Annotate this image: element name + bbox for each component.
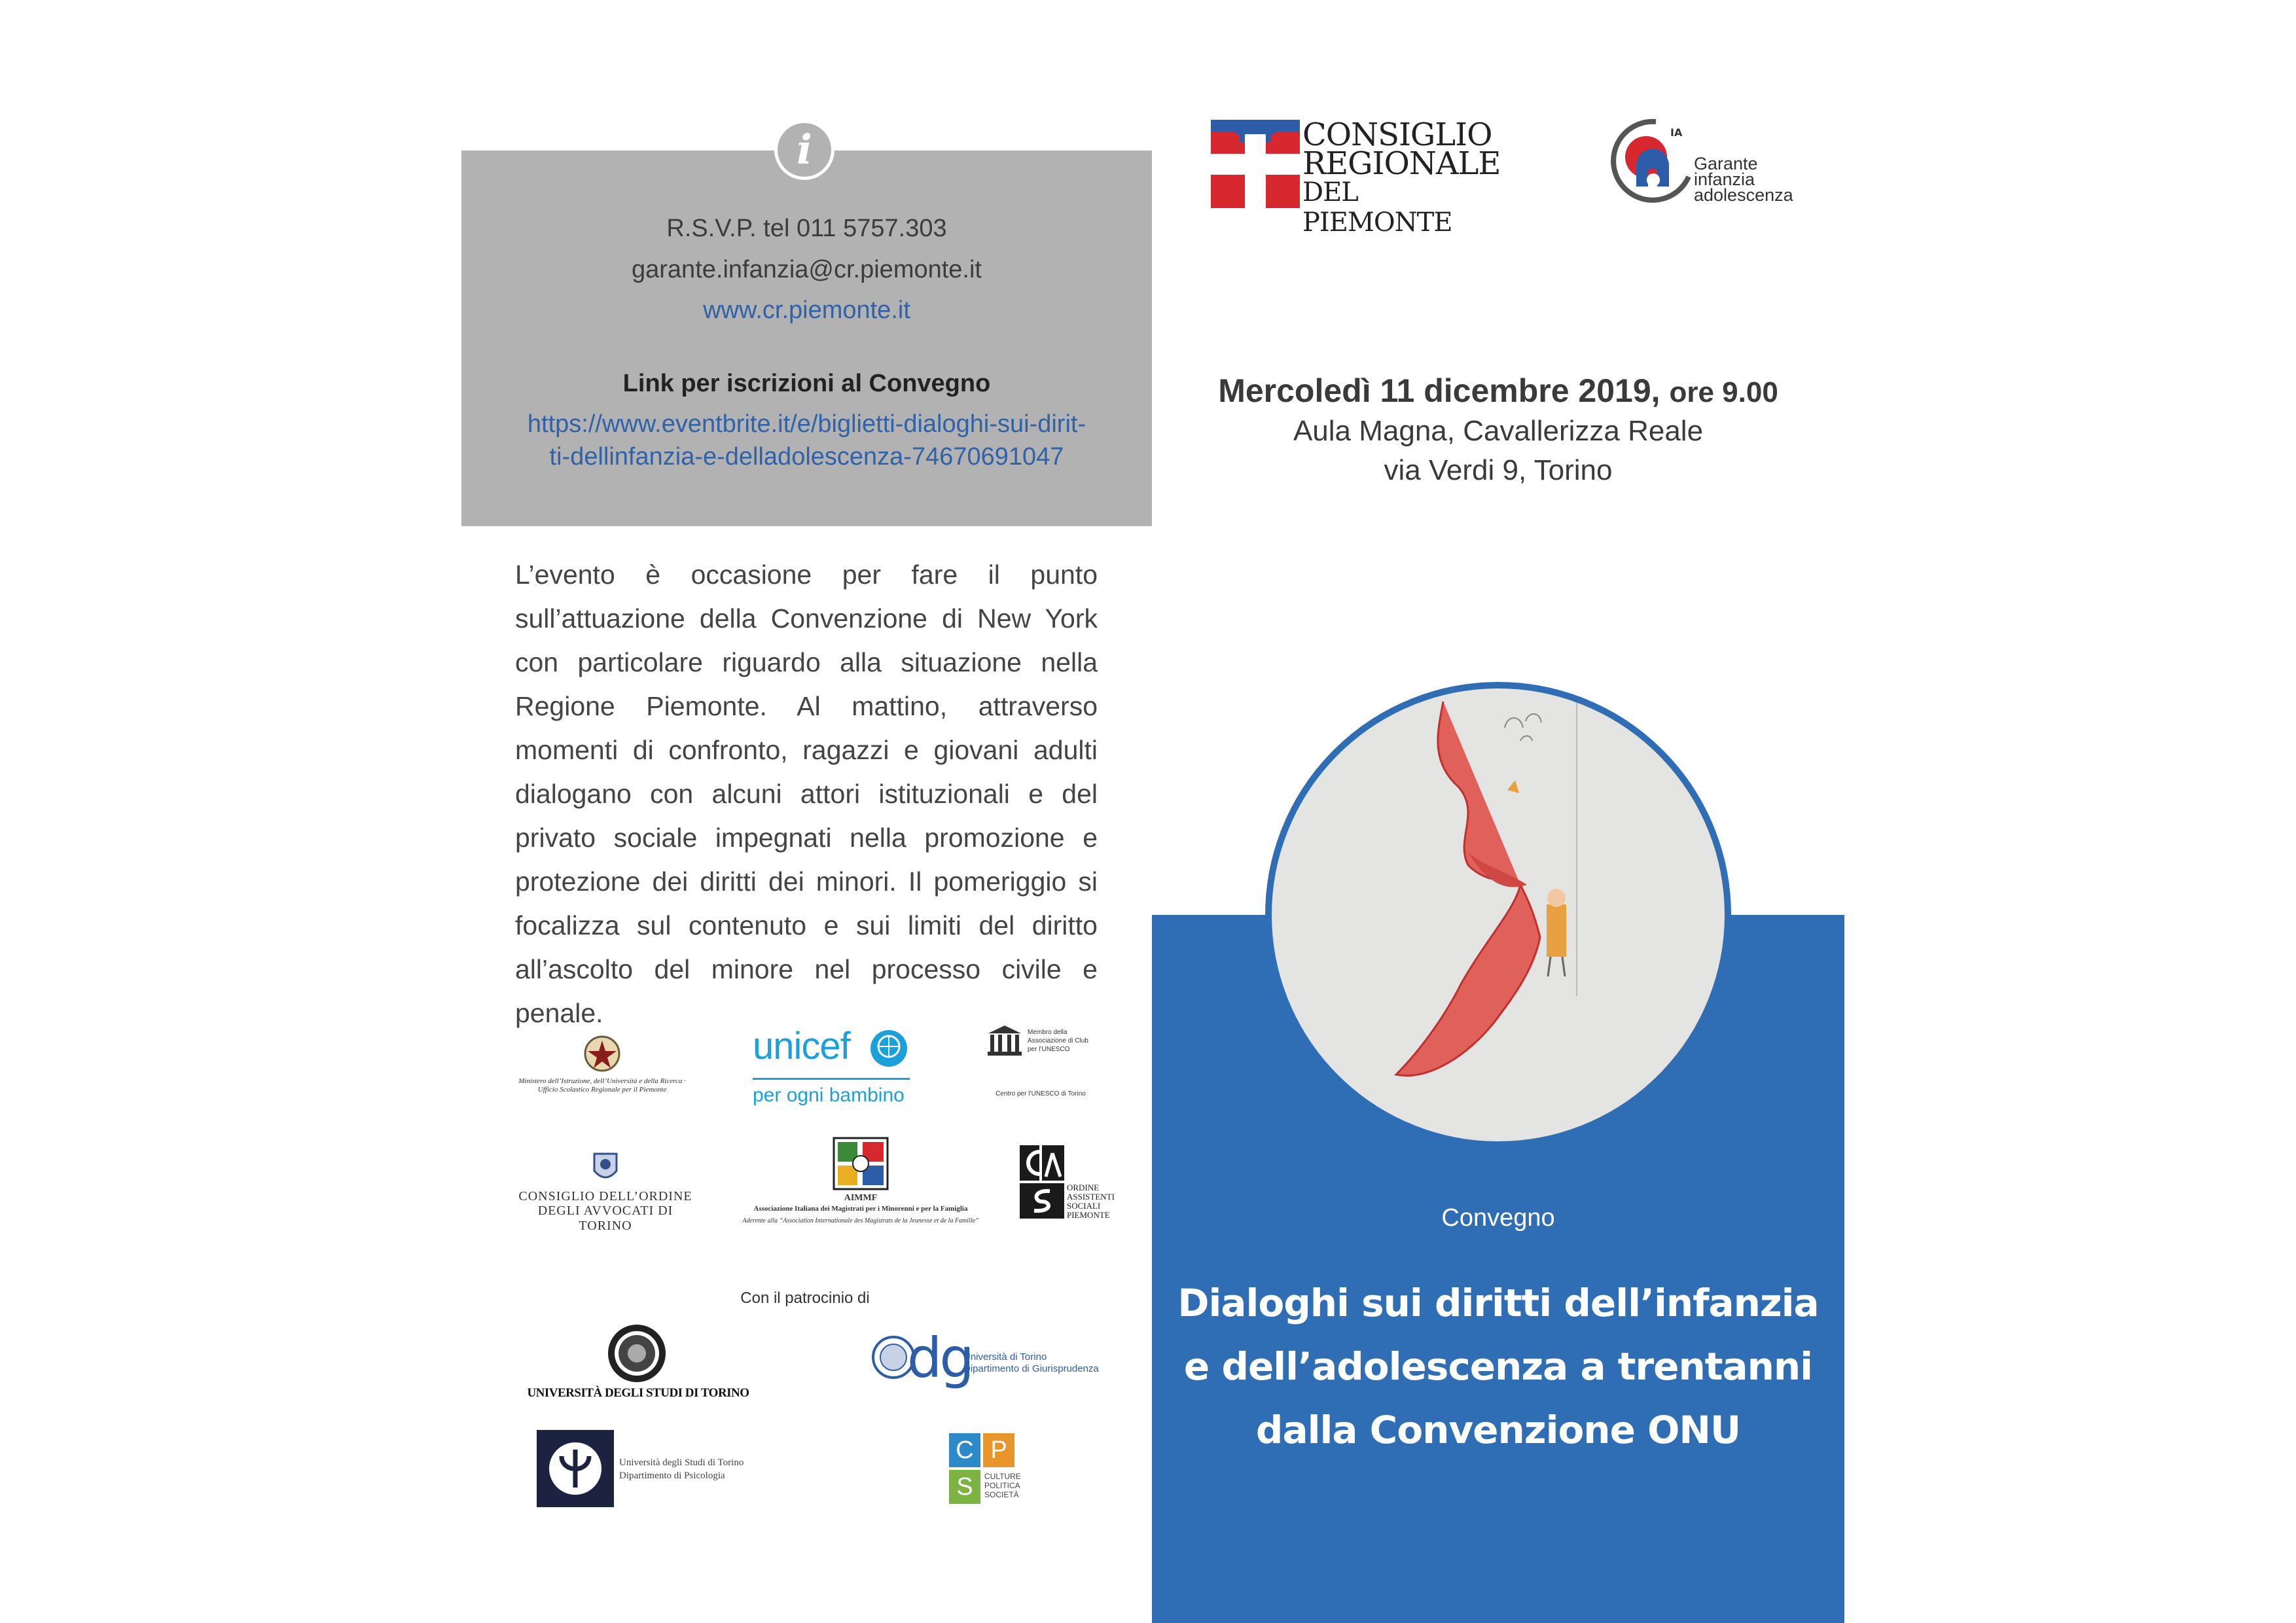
ministero-caption: Ministero dell’Istruzione, dell’Università e della Ricerca · Ufficio Scolastico Regionale per il Piemonte [518,1077,686,1094]
unicef-globe-icon [867,1027,910,1070]
aimmf-logo [710,1135,1011,1234]
psicologia-logo [537,1430,746,1508]
registration-label: Link per iscrizioni al Convegno [622,370,991,397]
psicologia-line-2: Dipartimento di Psicologia [619,1471,725,1481]
ministero-logo [517,1033,687,1105]
garante-logo [1610,118,1806,209]
assistenti-line-3: SOCIALI [1067,1201,1101,1211]
cps-line-1: CULTURE [984,1472,1021,1481]
event-title [1152,1272,1844,1462]
event-title-line-3: dalla Convenzione ONU [1255,1408,1741,1452]
registration-link-line-2[interactable]: ti-dellinfanzia-e-delladolescenza-74670691047 [549,443,1064,471]
info-icon: i [774,120,834,180]
cps-logo [949,1433,1041,1512]
unesco-centre-caption: Centro per l’UNESCO di Torino [996,1090,1086,1097]
unito-logo [514,1322,762,1400]
giurisprudenza-line-1: Università di Torino [963,1351,1047,1363]
contact-email[interactable]: garante.infanzia@cr.piemonte.it [632,256,982,283]
assistenti-sociali-mark-icon [1020,1145,1064,1219]
avvocati-logo [517,1149,694,1233]
cps-line-2: POLITICA [984,1481,1020,1490]
garante-line-2: infanzia [1694,169,1755,189]
unicef-logo [746,1024,916,1116]
cps-line-3: SOCIETÀ [984,1490,1019,1499]
consiglio-line-1: CONSIGLIO [1302,116,1492,153]
event-title-line-2: e dell’adolescenza a trentanni [1183,1344,1813,1389]
garante-emblem-icon [1610,118,1695,206]
consiglio-line-2: REGIONALE [1302,145,1501,182]
patrocinio-label: Con il patrocinio di [740,1289,870,1307]
event-kind: Convegno [1441,1204,1555,1232]
giurisprudenza-line-2: Dipartimento di Giurisprudenza [963,1363,1099,1374]
aimmf-name: AIMMF [844,1193,878,1203]
website-link[interactable]: www.cr.piemonte.it [703,296,910,324]
unicef-tagline: per ogni bambino [753,1084,905,1106]
assistenti-line-2: ASSISTENTI [1067,1192,1115,1202]
assistenti-line-4: PIEMONTE [1067,1210,1110,1220]
consiglio-line-3: DEL PIEMONTE [1302,177,1452,238]
unesco-temple-icon [985,1024,1024,1057]
illustration-red-flag-icon [1272,688,1725,1141]
cps-letter-c: C [949,1433,980,1467]
avvocati-line-1: CONSIGLIO DELL’ORDINE [518,1189,692,1204]
event-date [1152,372,1844,410]
event-date-main: Mercoledì 11 dicembre 2019, [1218,372,1660,409]
svg-text:IA: IA [1670,126,1683,139]
garante-line-3: adolescenza [1694,185,1793,205]
giurisprudenza-mark: dg [907,1326,972,1390]
giurisprudenza-logo [870,1325,1113,1397]
cover-illustration [1265,682,1731,1148]
consiglio-regionale-logo [1211,116,1501,238]
unito-name: UNIVERSITÀ DEGLI STUDI DI TORINO [527,1386,749,1400]
unicef-wordmark: unicef [753,1025,850,1067]
psi-icon [537,1430,614,1507]
unito-seal-icon [605,1322,668,1385]
aimmf-caption-1: Associazione Italiana dei Magistrati per i Minorenni e per la Famiglia [753,1205,968,1213]
cps-letter-s: S [949,1470,980,1504]
event-description: L’evento è occasione per fare il punto sull’attuazione della Convenzione di New York con particolare riguardo alla situazione nella Regione Piemonte. Al mattino, attraverso momenti di confronto, ragazzi e giovani adulti dialogano con alcuni attori istituzionali e del privato sociale impegnati nella promozione e protezione dei diritti dei minori. Il pomeriggio si focalizza sul contenuto e sui limiti del diritto all’ascolto del minore nel processo civile e penale. [515,560,1098,1028]
assistenti-line-1: ORDINE [1067,1183,1100,1192]
assistenti-sociali-logo [1020,1145,1115,1230]
event-address: via Verdi 9, Torino [1384,454,1613,486]
unesco-member-caption: Membro della Associazione di Club per l’UNESCO [1028,1029,1088,1053]
event-time: ore 9.00 [1669,376,1778,408]
aimmf-caption-2: Aderente alla “Association Internationale des Magistrats de la Jeunesse et de la Famille” [742,1217,979,1224]
psicologia-line-1: Università degli Studi di Torino [619,1457,744,1468]
italian-emblem-icon [583,1033,622,1075]
avvocati-line-2: DEGLI AVVOCATI DI TORINO [537,1204,673,1233]
cps-letter-p: P [983,1433,1014,1467]
registration-link-line-1[interactable]: https://www.eventbrite.it/e/biglietti-dialoghi-sui-dirit- [527,410,1086,438]
garante-line-1: Garante [1694,154,1758,173]
avvocati-crest-icon [589,1149,622,1186]
rsvp-phone: R.S.V.P. tel 011 5757.303 [666,215,947,242]
piemonte-flag-icon [1211,120,1300,208]
event-venue: Aula Magna, Cavallerizza Reale [1293,415,1704,447]
event-title-line-1: Dialoghi sui diritti dell’infanzia [1177,1281,1819,1325]
unesco-logo [975,1024,1106,1109]
aimmf-emblem-icon [831,1135,890,1192]
